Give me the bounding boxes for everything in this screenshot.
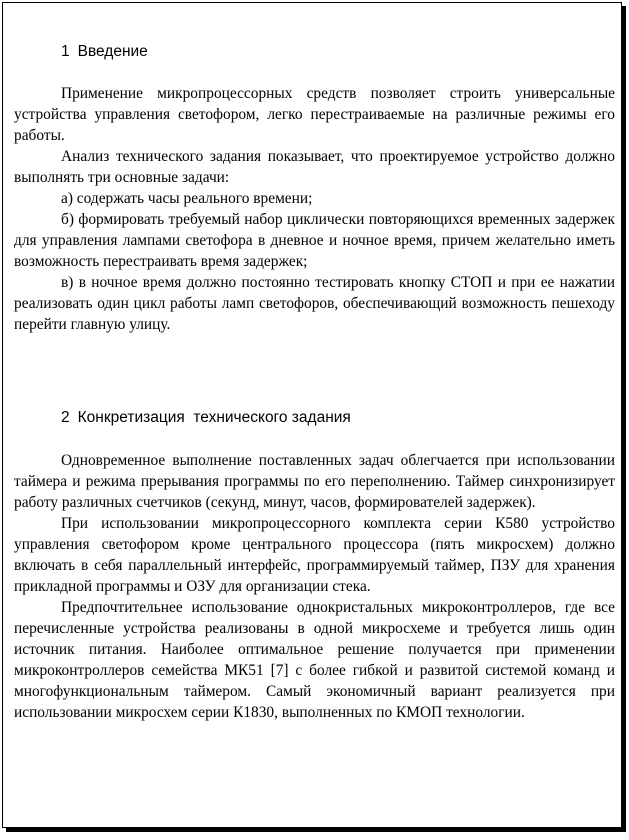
paragraph: При использовании микропроцессорного комплекта серии К580 устройство управления светофором кроме центрального процессора (пять микросхем) должно включать в себя параллельный интерфейс, программируемый таймер, ПЗУ для хранения прикладной программы и ОЗУ для организации стека.: [14, 515, 615, 595]
section-2-title: Конкретизация технического задания: [77, 409, 351, 426]
list-item: б) формировать требуемый набор циклически повторяющихся временных задержек для управления лампами светофора в дневное и ночное время, причем желательно иметь возможность перестраивать время задержек;: [14, 211, 615, 270]
section-1-number: 1: [61, 43, 70, 60]
paragraph: Применение микропроцессорных средств позволяет строить универсальные устройства управления светофором, легко перестраиваемые на различные режимы его работы.: [14, 85, 615, 144]
paragraph: Одновременное выполнение поставленных задач облегчается при использовании таймера и режима прерывания программы по его переполнению. Таймер синхронизирует работу различных счетчиков (секунд, минут, часов, формирователей задержек).: [14, 452, 615, 511]
section-2-body: [14, 450, 615, 723]
paragraph: Анализ технического задания показывает, что проектируемое устройство должно выполнять три основные задачи:: [14, 148, 615, 186]
section-2-heading: [14, 407, 351, 428]
section-1-heading: [14, 41, 148, 62]
list-item: а) содержать часы реального времени;: [61, 190, 313, 207]
section-1-title: Введение: [77, 43, 148, 60]
paragraph: Предпочтительнее использование однокристальных микроконтроллеров, где все перечисленные устройства реализованы в одной микросхеме и требуется лишь один источник питания. Наиболее оптимальное решение получается при применении микроконтроллеров семейства МК51 [7] с более гибкой и развитой системой команд и многофункциональным таймером. Самый экономичный вариант реализуется при использовании микросхем серии К1830, выполненных по КМОП технологии.: [14, 599, 615, 721]
list-item: в) в ночное время должно постоянно тестировать кнопку СТОП и при ее нажатии реализовать один цикл работы ламп светофоров, обеспечивающий возможность пешеходу перейти главную улицу.: [14, 274, 615, 333]
section-2-number: 2: [61, 409, 70, 426]
document-page: [2, 2, 622, 828]
section-1-body: [14, 83, 615, 335]
